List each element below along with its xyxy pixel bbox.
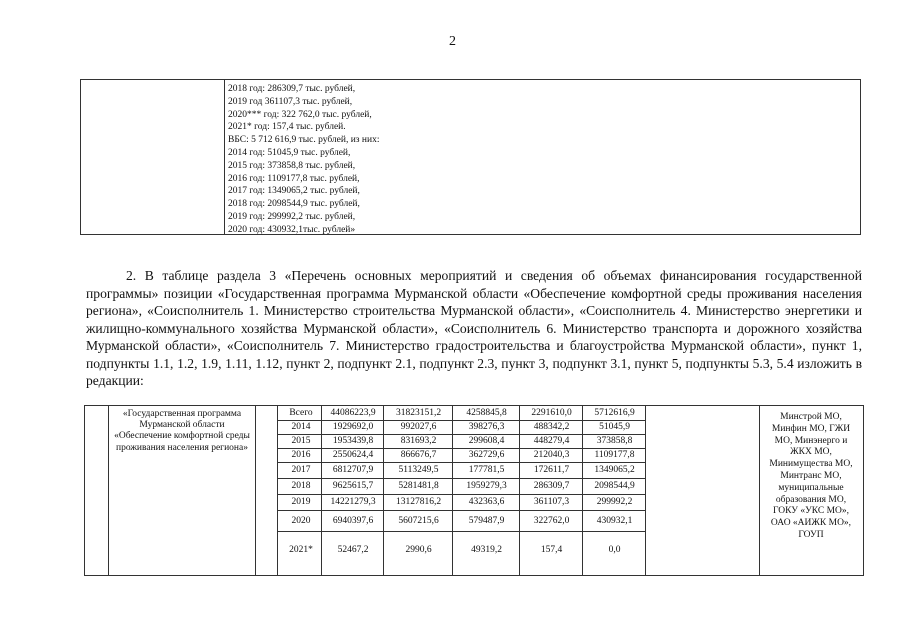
amount-cell: 0,0 xyxy=(608,545,621,555)
amount-cell: 299608,4 xyxy=(468,436,505,446)
table-vline xyxy=(452,406,453,575)
table-hline xyxy=(277,434,645,435)
amount-cell: 831693,2 xyxy=(400,436,437,446)
total-cell: 14221279,3 xyxy=(330,497,376,507)
year-cell: 2016 xyxy=(291,450,311,460)
amount-cell: 5113249,5 xyxy=(398,465,439,475)
amount-cell: 432363,6 xyxy=(468,497,505,507)
amount-cell: 13127816,2 xyxy=(395,497,442,507)
financing-line: 2021* год: 157,4 тыс. рублей. xyxy=(228,122,346,133)
financing-line: 2015 год: 373858,8 тыс. рублей, xyxy=(228,160,356,171)
amount-cell: 49319,2 xyxy=(471,545,502,555)
amount-cell: 1109177,8 xyxy=(594,450,635,460)
table-hline xyxy=(277,420,645,421)
amount-cell: 430932,1 xyxy=(596,516,633,526)
table-vline xyxy=(255,406,256,575)
year-cell: 2014 xyxy=(291,422,311,432)
financing-line: 2020 год: 430932,1тыс. рублей» xyxy=(228,224,356,235)
table-vline xyxy=(519,406,520,575)
total-cell: 44086223,9 xyxy=(330,408,376,418)
total-cell: 9625615,7 xyxy=(332,481,374,491)
amount-cell: 1959279,3 xyxy=(466,481,507,491)
table-hline xyxy=(277,478,645,479)
amount-cell: 172611,7 xyxy=(533,465,570,475)
amount-cell: 322762,0 xyxy=(533,516,570,526)
page-number: 2 xyxy=(449,34,456,49)
amount-cell: 398276,3 xyxy=(468,422,505,432)
table-hline xyxy=(277,531,645,532)
financing-line: 2019 год: 299992,2 тыс. рублей, xyxy=(228,211,356,222)
total-cell: 6940397,6 xyxy=(332,516,374,526)
total-cell: 52467,2 xyxy=(337,545,369,555)
amount-cell: 2098544,9 xyxy=(594,481,635,491)
amount-cell: 373858,8 xyxy=(596,436,633,446)
total-cell: 1953439,8 xyxy=(332,436,374,446)
amount-cell: 579487,9 xyxy=(468,516,505,526)
year-cell: 2015 xyxy=(291,436,311,446)
amount-cell: 5712616,9 xyxy=(594,408,635,418)
table-vline xyxy=(759,406,760,575)
financing-line: 2017 год: 1349065,2 тыс. рублей, xyxy=(228,186,360,197)
executors-cell: Минстрой МО, Минфин МО, ГЖИ МО, Минэнерго и ЖКХ МО, Минимущества МО, Минтранс МО, муниципальные образования МО, ГОКУ «УКС МО», ОАО «АИЖК МО», ГОУП xyxy=(769,412,853,540)
financing-line: 2020*** год: 322 762,0 тыс. рублей, xyxy=(228,109,372,120)
table-column-divider xyxy=(224,80,225,234)
financing-line: 2019 год 361107,3 тыс. рублей, xyxy=(228,96,353,107)
table-vline xyxy=(582,406,583,575)
program-financing-table xyxy=(84,405,864,576)
financing-line: 2016 год: 1109177,8 тыс. рублей, xyxy=(228,173,360,184)
amount-cell: 2291610,0 xyxy=(531,408,572,418)
program-name-cell: «Государственная программа Мурманской области «Обеспечение комфортной среды проживания населения региона» xyxy=(114,409,250,453)
table-vline xyxy=(277,406,278,575)
financing-line: 2014 год: 51045,9 тыс. рублей, xyxy=(228,147,351,158)
table-hline xyxy=(277,448,645,449)
table-vline xyxy=(383,406,384,575)
financing-continuation-table xyxy=(80,79,861,235)
amount-cell: 51045,9 xyxy=(599,422,630,432)
amount-cell: 448279,4 xyxy=(533,436,570,446)
table-hline xyxy=(277,462,645,463)
amount-cell: 362729,6 xyxy=(468,450,505,460)
year-cell: 2019 xyxy=(291,497,311,507)
year-cell: Всего xyxy=(289,408,313,418)
table-vline xyxy=(645,406,646,575)
total-cell: 6812707,9 xyxy=(332,465,374,475)
year-cell: 2018 xyxy=(291,481,311,491)
year-cell: 2020 xyxy=(291,516,311,526)
table-vline xyxy=(108,406,109,575)
financing-line: 2018 год: 286309,7 тыс. рублей, xyxy=(228,84,356,94)
amount-cell: 2990,6 xyxy=(405,545,432,555)
amount-cell: 31823151,2 xyxy=(395,408,442,418)
amount-cell: 5281481,8 xyxy=(398,481,439,491)
total-cell: 2550624,4 xyxy=(332,450,374,460)
year-cell: 2017 xyxy=(291,465,311,475)
amount-cell: 361107,3 xyxy=(533,497,570,507)
amount-cell: 299992,2 xyxy=(596,497,633,507)
amount-cell: 866676,7 xyxy=(400,450,437,460)
financing-line: ВБС: 5 712 616,9 тыс. рублей, из них: xyxy=(228,135,380,146)
amount-cell: 177781,5 xyxy=(468,465,505,475)
financing-lines xyxy=(228,83,380,237)
amount-cell: 488342,2 xyxy=(533,422,570,432)
amount-cell: 1349065,2 xyxy=(594,465,635,475)
amount-cell: 5607215,6 xyxy=(398,516,439,526)
amount-cell: 212040,3 xyxy=(533,450,570,460)
amount-cell: 992027,6 xyxy=(400,422,437,432)
amendment-paragraph: 2. В таблице раздела 3 «Перечень основных мероприятий и сведения об объемах финансирования государственной программы» позиции «Государственная программа Мурманской области «Обеспечение комфортной среды проживания населения региона», «Соисполнитель 1. Министерство строительства Мурманской области», «Соисполнитель 4. Министерство энергетики и жилищно-коммунального хозяйства Мурманской области», «Соисполнитель 6. Министерство транспорта и дорожного хозяйства Мурманской области», «Соисполнитель 7. Министерство градостроительства и благоустройства Мурманской области», пункт 1, подпункты 1.1, 1.2, 1.9, 1.11, 1.12, пункт 2, подпункт 2.1, подпункт 2.3, пункт 3, подпункт 3.1, пункт 5, подпункты 5.3, 5.4 изложить в редакции: xyxy=(86,268,862,388)
table-vline xyxy=(321,406,322,575)
total-cell: 1929692,0 xyxy=(332,422,374,432)
table-hline xyxy=(277,510,645,511)
financing-line: 2018 год: 2098544,9 тыс. рублей, xyxy=(228,199,360,210)
amount-cell: 286309,7 xyxy=(533,481,570,491)
year-cell: 2021* xyxy=(289,545,313,555)
table-hline xyxy=(277,494,645,495)
amount-cell: 157,4 xyxy=(540,545,563,555)
amount-cell: 4258845,8 xyxy=(466,408,507,418)
